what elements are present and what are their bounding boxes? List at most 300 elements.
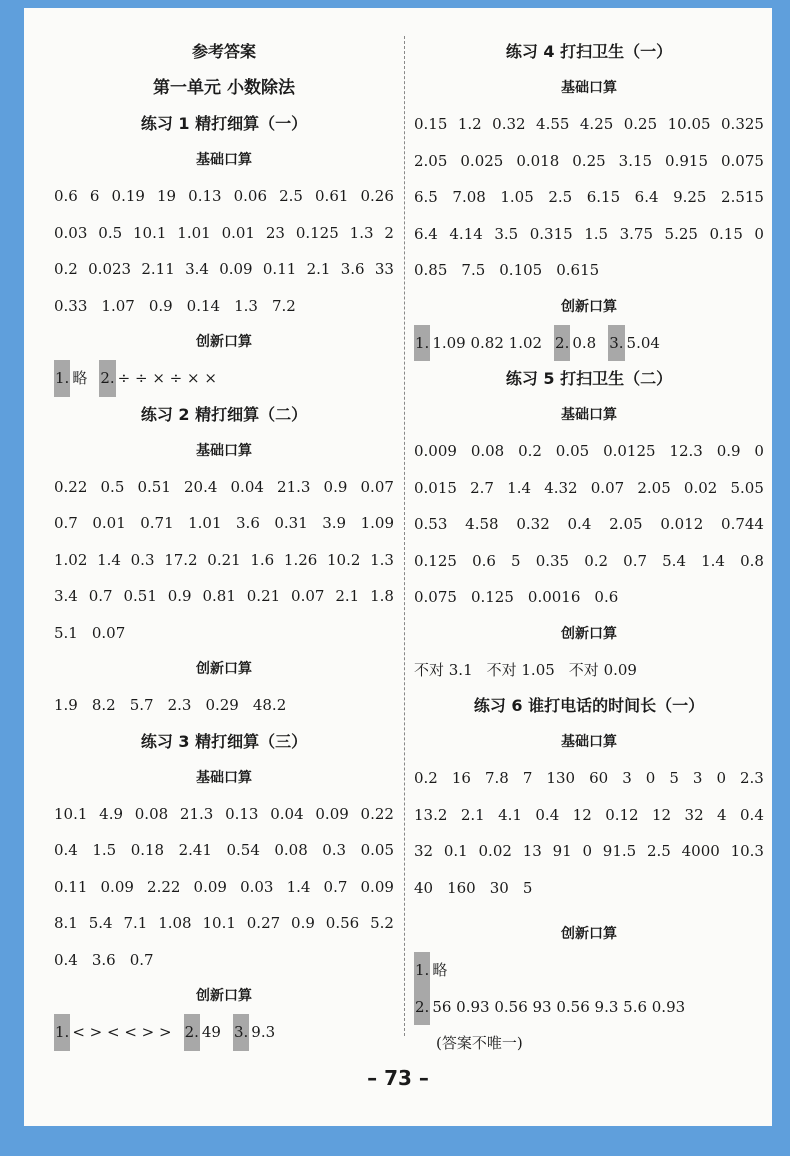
answer-value: 10.05	[667, 115, 711, 133]
item-number-tag: 2.	[414, 989, 430, 1026]
answer-value: 10.1	[54, 804, 88, 823]
item-answer-text: ÷ ÷ × ÷ × ×	[117, 369, 217, 387]
answer-value: 0.22	[360, 804, 394, 823]
item-number-tag: 1.	[54, 1014, 70, 1051]
answer-value: 2.22	[147, 877, 181, 896]
answer-value: 0.1	[443, 842, 468, 860]
answer-value: 8.2	[91, 696, 116, 714]
answer-value: 5.4	[662, 551, 686, 570]
answer-value: 1.05	[500, 188, 534, 206]
answer-value: 1.4	[507, 478, 532, 497]
answer-value: 0.07	[360, 477, 394, 496]
answer-value: 12.3	[669, 442, 703, 460]
answer-row	[414, 833, 764, 870]
answer-value: 2.5	[279, 187, 303, 205]
answer-value: 10.3	[730, 842, 764, 860]
exercise-5-title: 练习 5 打扫卫生（二）	[505, 369, 673, 388]
answer-value: 0.01	[92, 514, 126, 532]
answer-value: 3.4	[185, 260, 209, 278]
item-answer-text: 1.09 0.82 1.02	[432, 333, 543, 352]
answer-value: 0.21	[246, 587, 281, 605]
answer-value: 0.3	[130, 550, 155, 569]
answer-value: 0.4	[54, 950, 78, 969]
answer-value: 0	[582, 842, 592, 860]
answer-value: 7.2	[271, 296, 296, 315]
answer-value: 5	[669, 769, 679, 787]
creative-answer-item	[554, 325, 596, 362]
answer-value: 2	[384, 223, 394, 242]
answer-row	[414, 870, 764, 907]
answer-value: 0.2	[54, 260, 78, 278]
answer-value: 1.6	[250, 550, 275, 569]
answer-value: 0.5	[100, 477, 125, 496]
exercise-6-creative-heading: 创新口算	[561, 926, 617, 942]
answer-row	[414, 579, 764, 616]
exercise-2-basic-answers	[54, 469, 394, 652]
answer-value: 13	[522, 842, 542, 860]
answer-value: 2.1	[460, 805, 485, 824]
answer-value: 9.25	[673, 188, 707, 206]
answer-value: 40	[414, 878, 434, 897]
item-number-tag: 1.	[414, 325, 430, 362]
answer-value: 2.5	[548, 188, 573, 206]
answer-value: 23	[265, 223, 285, 242]
unit-title: 第一单元 小数除法	[153, 78, 295, 98]
answer-row	[54, 832, 394, 869]
answer-value: 2.5	[646, 842, 671, 860]
answer-value: 2.41	[178, 841, 212, 859]
answer-value: 1.4	[286, 877, 311, 896]
exercise-6-title: 练习 6 谁打电话的时间长（一）	[473, 696, 705, 715]
answer-value: 0.04	[270, 804, 304, 823]
answer-value: 0.14	[186, 296, 221, 315]
answer-value: 3.9	[322, 514, 347, 532]
item-number-tag: 2.	[99, 360, 115, 397]
item-number-tag: 1.	[54, 360, 70, 397]
answer-value: 0.32	[516, 515, 550, 533]
answer-value: 不对 3.1	[414, 660, 473, 679]
answer-value: 3.6	[340, 260, 365, 278]
answer-value: 6.4	[414, 224, 438, 243]
answer-value: 0.125	[295, 223, 339, 242]
item-answer-text: 5.04	[626, 333, 660, 352]
answer-value: 5.7	[129, 696, 154, 714]
answer-value: 0.07	[91, 623, 126, 642]
answer-value: 0.18	[130, 841, 165, 859]
answer-value: 60	[589, 769, 609, 787]
answer-value: 1.3	[234, 296, 258, 315]
answer-row	[54, 687, 394, 724]
answer-value: 7.8	[484, 769, 509, 787]
exercise-6-basic-answers	[414, 760, 764, 906]
left-column	[54, 34, 394, 1051]
answer-value: 0.35	[535, 551, 570, 570]
answer-value: 13.2	[414, 805, 448, 824]
answer-value: 0.7	[54, 514, 78, 532]
answer-value: 0.615	[556, 261, 600, 279]
answer-value: 1.01	[188, 514, 222, 532]
answer-value: 0.4	[535, 805, 560, 824]
item-answer-text: 略	[72, 369, 88, 387]
answer-row	[414, 506, 764, 543]
creative-answer-item	[99, 360, 217, 397]
exercise-3-creative-heading: 创新口算	[196, 988, 252, 1004]
exercise-5-creative-answers	[414, 652, 764, 689]
creative-answer-item	[414, 952, 447, 989]
answer-value: 0.075	[414, 588, 457, 606]
answer-value: 3.4	[54, 587, 78, 605]
answer-value: 1.26	[283, 550, 318, 569]
answer-value: 1.2	[457, 115, 482, 133]
answer-value: 0.915	[665, 151, 708, 170]
answer-value: 0.13	[225, 804, 259, 823]
answer-value: 0.53	[414, 515, 448, 533]
exercise-1-creative-answers	[54, 360, 394, 397]
item-answer-text: 略	[432, 961, 448, 979]
answer-value: 4.55	[536, 115, 570, 133]
exercise-1-basic-answers	[54, 178, 394, 324]
answer-value: 0.12	[605, 805, 639, 824]
answer-value: 1.5	[584, 224, 609, 243]
answer-value: 0.19	[111, 187, 145, 205]
answer-value: 2.3	[167, 696, 192, 714]
answer-value: 0.7	[88, 587, 113, 605]
answer-value: 0.9	[716, 442, 741, 460]
answer-value: 19	[157, 187, 177, 205]
answer-row	[414, 179, 764, 216]
answer-value: 1.9	[54, 696, 78, 714]
answer-row	[414, 252, 764, 289]
exercise-1-creative-heading: 创新口算	[196, 334, 252, 350]
answer-value: 0.09	[315, 804, 349, 823]
exercise-5-basic-answers	[414, 433, 764, 616]
answer-value: 4.25	[579, 115, 614, 133]
exercise-2-title: 练习 2 精打细算（二）	[140, 404, 308, 424]
answer-value: 0.02	[683, 478, 718, 497]
answer-value: 0.09	[100, 877, 134, 896]
exercise-2-basic-heading: 基础口算	[196, 442, 252, 459]
answer-row	[54, 288, 394, 325]
answer-value: 不对 1.05	[486, 660, 555, 679]
item-answer-text: 56 0.93 0.56 93 0.56 9.3 5.6 0.93	[432, 997, 686, 1016]
answer-value: 4.58	[465, 515, 499, 533]
right-column	[414, 34, 764, 1062]
answer-row	[414, 143, 764, 180]
exercise-3-basic-heading: 基础口算	[196, 769, 252, 786]
answer-row	[414, 760, 764, 797]
answer-value: 5.4	[88, 914, 113, 932]
answer-value: 2.1	[335, 587, 360, 605]
answer-value: 3	[692, 769, 703, 787]
creative-answer-item	[54, 1014, 172, 1051]
exercise-2-creative-answers	[54, 687, 394, 724]
note-text: (答案不唯一)	[436, 1034, 523, 1052]
answer-value: 6.4	[634, 188, 659, 206]
exercise-1-title: 练习 1 精打细算（一）	[140, 114, 308, 133]
answer-value: 4.14	[449, 224, 483, 243]
answer-value: 0.25	[572, 151, 606, 170]
answer-value: 0.075	[720, 151, 764, 170]
item-number-tag: 1.	[414, 952, 430, 989]
creative-answer-item	[414, 325, 542, 362]
answer-value: 12	[652, 805, 672, 824]
answer-value: 0.8	[740, 551, 764, 570]
answer-value: 0.6	[594, 588, 619, 606]
answer-value: 1.5	[92, 841, 117, 859]
answer-value: 0.744	[721, 515, 764, 533]
exercise-6-creative-answers-2	[414, 989, 764, 1026]
answer-value: 1.3	[370, 550, 394, 569]
answer-value: 4	[717, 805, 727, 824]
answer-value: 0.05	[360, 841, 394, 859]
answer-value: 2.7	[470, 478, 494, 497]
item-answer-text: < > < < > >	[72, 1023, 172, 1041]
column-divider	[404, 36, 405, 1036]
answer-value: 16	[451, 769, 471, 787]
creative-answer-item	[233, 1014, 275, 1051]
answer-value: 1.01	[177, 223, 211, 242]
answer-value: 4000	[681, 842, 720, 860]
answer-value: 5.2	[370, 914, 394, 932]
creative-answer-row	[54, 360, 394, 397]
answer-value: 0.6	[54, 187, 78, 205]
creative-answer-item	[608, 325, 660, 362]
item-number-tag: 3.	[233, 1014, 249, 1051]
item-answer-text: 49	[201, 1023, 221, 1041]
answer-row	[414, 797, 764, 834]
answer-value: 0.6	[472, 551, 496, 570]
answer-value: 6.15	[586, 188, 621, 206]
answer-value: 0.9	[323, 477, 348, 496]
answer-value: 0.4	[740, 805, 764, 824]
answer-value: 0.09	[360, 877, 394, 896]
answer-value: 0.21	[207, 550, 241, 569]
answers-title: 参考答案	[191, 42, 256, 61]
exercise-3-creative-answers	[54, 1014, 394, 1051]
answer-value: 7.1	[123, 914, 148, 932]
answer-value: 32	[684, 805, 704, 824]
answer-value: 0.06	[233, 187, 268, 205]
answer-value: 0.5	[98, 223, 123, 242]
answer-value: 0.015	[414, 478, 457, 497]
answer-value: 0.7	[129, 950, 154, 969]
answer-value: 0.325	[721, 115, 764, 133]
answer-row	[54, 178, 394, 215]
answer-value: 0.07	[590, 478, 625, 497]
answer-value: 3.6	[91, 950, 116, 969]
answer-value: 2.05	[414, 151, 448, 170]
answer-value: 12	[572, 805, 592, 824]
answer-value: 2.05	[637, 478, 671, 497]
answer-value: 5.1	[54, 623, 78, 642]
answer-row	[414, 652, 764, 689]
creative-answer-item	[414, 989, 685, 1026]
answer-value: 0.07	[291, 587, 325, 605]
answer-value: 0.51	[123, 587, 157, 605]
answer-value: 1.4	[97, 550, 121, 569]
answer-value: 2.515	[721, 188, 764, 206]
answer-value: 1.09	[360, 514, 394, 532]
answer-value: 2.05	[609, 515, 643, 533]
answer-value: 5	[522, 878, 533, 897]
answer-row	[54, 469, 394, 506]
exercise-1-basic-heading: 基础口算	[196, 152, 252, 168]
answer-value: 0.11	[54, 877, 88, 896]
answer-value: 4.1	[498, 805, 522, 824]
answer-page	[24, 8, 772, 1126]
answer-row	[54, 578, 394, 615]
exercise-6-note	[414, 1025, 764, 1062]
answer-value: 0.15	[414, 115, 448, 133]
answer-value: 0.22	[54, 477, 88, 496]
answer-row	[414, 106, 764, 143]
answer-value: 10.1	[202, 914, 236, 932]
answer-value: 0.2	[518, 442, 542, 460]
answer-value: 0.018	[516, 151, 560, 170]
answer-value: 0.25	[623, 115, 658, 133]
answer-value: 0.26	[360, 187, 394, 205]
answer-value: 0.56	[325, 914, 360, 932]
exercise-4-basic-answers	[414, 106, 764, 289]
answer-row	[54, 615, 394, 652]
answer-value: 0.125	[414, 551, 457, 570]
answer-value: 91	[552, 842, 572, 860]
exercise-2-creative-heading: 创新口算	[196, 661, 252, 677]
exercise-4-creative-answers	[414, 325, 764, 362]
answer-value: 0.15	[709, 224, 743, 243]
answer-value: 0	[645, 769, 656, 787]
answer-value: 6.5	[414, 188, 438, 206]
answer-value: 0.33	[54, 296, 88, 315]
answer-value: 1.07	[101, 296, 135, 315]
answer-value: 0.09	[219, 260, 253, 278]
answer-value: 0.03	[54, 223, 88, 242]
answer-value: 0.05	[555, 442, 590, 460]
answer-value: 0	[716, 769, 726, 787]
answer-value: 2.1	[306, 260, 331, 278]
answer-value: 0.0016	[527, 588, 581, 606]
answer-value: 0.03	[240, 877, 274, 896]
answer-value: 0.31	[274, 514, 308, 532]
answer-value: 21.3	[277, 477, 311, 496]
answer-value: 7	[522, 769, 533, 787]
answer-value: 0.7	[623, 551, 648, 570]
answer-value: 160	[447, 878, 476, 897]
answer-row	[54, 251, 394, 288]
exercise-3-title: 练习 3 精打细算（三）	[140, 731, 308, 751]
answer-value: 0.2	[414, 769, 438, 787]
exercise-6-basic-heading: 基础口算	[561, 734, 617, 750]
answer-value: 0.08	[134, 804, 169, 823]
exercise-3-basic-answers	[54, 796, 394, 979]
answer-value: 3	[622, 769, 632, 787]
answer-value: 0.025	[460, 151, 504, 170]
answer-value: 3.15	[618, 151, 653, 170]
answer-value: 0.27	[246, 914, 281, 932]
answer-value: 0.54	[226, 841, 260, 859]
answer-value: 0.02	[478, 842, 512, 860]
answer-value: 10.1	[133, 223, 167, 242]
creative-answer-item	[184, 1014, 221, 1051]
answer-row	[54, 869, 394, 906]
answer-value: 8.1	[54, 914, 78, 932]
answer-value: 32	[414, 842, 434, 860]
answer-value: 0.32	[492, 115, 526, 133]
answer-value: 0.023	[88, 260, 132, 278]
answer-value: 48.2	[252, 696, 287, 714]
creative-answer-row	[414, 325, 764, 362]
answer-value: 30	[489, 878, 509, 897]
answer-row	[54, 542, 394, 579]
answer-value: 0.4	[567, 515, 592, 533]
answer-value: 0.315	[529, 224, 573, 243]
exercise-4-basic-heading: 基础口算	[561, 80, 617, 96]
answer-value: 0.61	[315, 187, 349, 205]
answer-value: 7.5	[461, 261, 486, 279]
exercise-5-basic-heading: 基础口算	[561, 407, 617, 423]
item-answer-text: 0.8	[572, 333, 597, 352]
answer-value: 130	[546, 769, 576, 787]
answer-row	[414, 543, 764, 580]
answer-value: 10.2	[327, 550, 361, 569]
answer-value: 0.01	[221, 223, 255, 242]
creative-answer-row	[414, 989, 764, 1026]
answer-value: 21.3	[179, 804, 214, 823]
answer-value: 0.2	[584, 551, 609, 570]
creative-answer-row	[54, 1014, 394, 1051]
answer-value: 5.25	[664, 224, 698, 243]
answer-value: 0.29	[205, 696, 239, 714]
answer-value: 不对 0.09	[568, 660, 637, 679]
answer-value: 0.0125	[603, 442, 656, 460]
exercise-6-creative-answers-1	[414, 952, 764, 989]
answer-row	[414, 470, 764, 507]
answer-value: 0.81	[202, 587, 236, 605]
answer-row	[54, 505, 394, 542]
answer-value: 0	[754, 224, 764, 243]
answer-value: 0.09	[193, 877, 227, 896]
answer-value: 0.4	[54, 841, 78, 859]
answer-value: 3.75	[619, 224, 653, 243]
answer-value: 3.5	[494, 224, 519, 243]
answer-row	[54, 215, 394, 252]
answer-value: 5	[511, 551, 521, 570]
item-answer-text: 9.3	[251, 1023, 276, 1041]
answer-value: 0.11	[262, 260, 297, 278]
answer-value: 4.32	[544, 478, 578, 497]
answer-value: 1.08	[158, 914, 192, 932]
answer-value: 0.04	[230, 477, 264, 496]
answer-value: 0.9	[291, 914, 315, 932]
item-number-tag: 3.	[608, 325, 624, 362]
answer-row	[414, 216, 764, 253]
answer-value: 1.3	[349, 223, 374, 242]
answer-value: 0.08	[470, 442, 505, 460]
exercise-4-title: 练习 4 打扫卫生（一）	[505, 42, 673, 61]
answer-value: 91.5	[602, 842, 637, 860]
answer-row	[414, 433, 764, 470]
answer-value: 1.4	[701, 551, 725, 570]
creative-answer-row	[414, 952, 764, 989]
answer-value: 0.9	[148, 296, 173, 315]
answer-value: 0.71	[140, 514, 174, 532]
answer-value: 0.3	[322, 841, 347, 859]
answer-value: 0.51	[137, 477, 171, 496]
answer-value: 0.009	[414, 442, 457, 460]
answer-value: 33	[374, 260, 394, 278]
answer-value: 0.9	[167, 587, 192, 605]
answer-value: 0.7	[323, 877, 348, 896]
